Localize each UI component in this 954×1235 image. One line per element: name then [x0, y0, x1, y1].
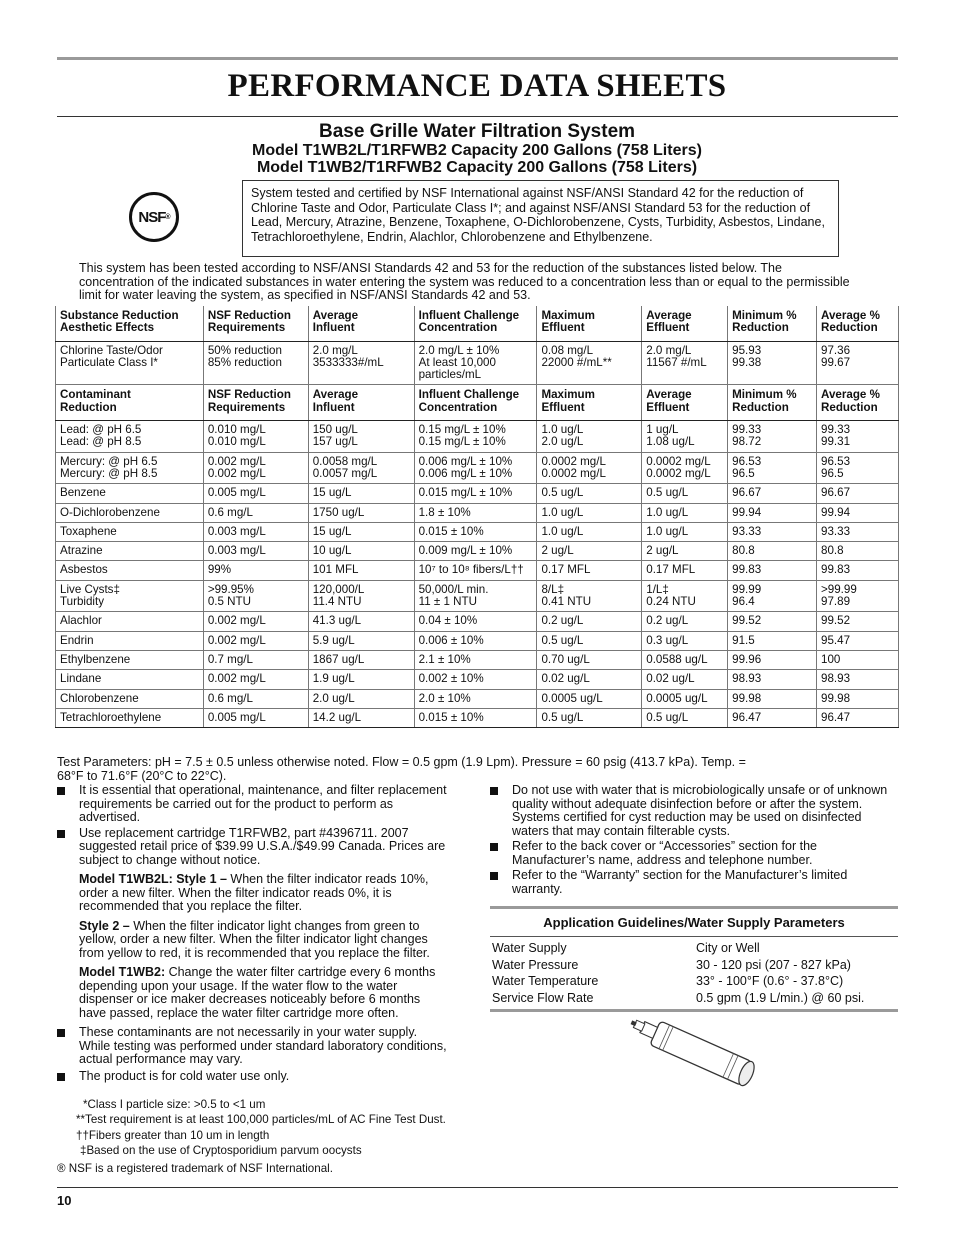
bullet-text: It is essential that operational, maintenance, and filter replacement requirements be carried out for the product to perform as advertised.	[79, 783, 447, 824]
table-cell: 99.98	[728, 689, 817, 708]
table-cell: 0.003 mg/L	[203, 522, 308, 541]
bullet-square-icon	[57, 1073, 65, 1081]
table-cell: 80.8	[728, 542, 817, 561]
table-cell: 93.33	[817, 522, 899, 541]
table-cell: Substance Reduction Aesthetic Effects	[56, 306, 204, 341]
table-cell: Atrazine	[56, 542, 204, 561]
table-cell: Benzene	[56, 484, 204, 503]
footnote-trademark: ® NSF is a registered trademark of NSF International.	[57, 1162, 333, 1175]
param-name: Service Flow Rate	[492, 990, 594, 1005]
list-item	[490, 784, 898, 838]
list-item	[57, 1026, 447, 1067]
table-row	[56, 503, 899, 522]
table-cell: 0.5 ug/L	[642, 484, 728, 503]
table-cell: 15 ug/L	[308, 522, 414, 541]
table-row	[56, 561, 899, 580]
app-guidelines-title: Application Guidelines/Water Supply Parameters	[490, 909, 898, 937]
table-cell: Lead: @ pH 6.5 Lead: @ pH 8.5	[56, 421, 204, 453]
table-row	[56, 650, 899, 669]
table-cell: 100	[817, 650, 899, 669]
table-cell: 0.0002 mg/L 0.0002 mg/L	[642, 452, 728, 484]
param-value: City or Well	[696, 941, 760, 956]
table-cell: Chlorobenzene	[56, 689, 204, 708]
table-cell: 0.02 ug/L	[642, 670, 728, 689]
bullet-square-icon	[57, 1029, 65, 1037]
bullet-square-icon	[57, 830, 65, 838]
table-cell: 101 MFL	[308, 561, 414, 580]
table-cell: 0.005 mg/L	[203, 484, 308, 503]
table-cell: 150 ug/L 157 ug/L	[308, 421, 414, 453]
water-filter-cartridge-icon	[620, 1010, 780, 1100]
table-cell: Asbestos	[56, 561, 204, 580]
nsf-logo-text: NSF	[138, 208, 166, 226]
table-cell: 1.0 ug/L	[537, 522, 642, 541]
right-column	[490, 784, 898, 898]
table-cell: 50,000/L min. 11 ± 1 NTU	[414, 580, 537, 612]
table-cell: 80.8	[817, 542, 899, 561]
list-item	[57, 1070, 447, 1084]
table-cell: 96.53 96.5	[728, 452, 817, 484]
certification-box: System tested and certified by NSF International against NSF/ANSI Standard 42 for the reduction of Chlorine Taste and Odor, Particulate Class I*; and against NSF/ANSI Standard 53 for the reduction of Lead, Mercury, Atrazine, Benzene, Toxaphene, O-Dichlorobenzene, Cysts, Turbidity, Asbestos, Lindane, Tetrachloroethylene, Endrin, Alachlor, Chlorobenzene and Ethylbenzene.	[242, 180, 839, 257]
table-cell: 0.015 ± 10%	[414, 708, 537, 727]
table-cell: Toxaphene	[56, 522, 204, 541]
table-cell: Average Effluent	[642, 306, 728, 341]
footnote-cryptosporidium: ‡Based on the use of Cryptosporidium parvum oocysts	[80, 1144, 362, 1157]
bullet-text: Use replacement cartridge T1RFWB2, part #4396711. 2007 suggested retail price of $39.99 U.S.A./$49.99 Canada. Prices are subject to change without notice.	[79, 825, 446, 867]
footnote-test-requirement: **Test requirement is at least 100,000 particles/mL of AC Fine Test Dust.	[76, 1113, 446, 1126]
table-cell: 0.0005 ug/L	[642, 689, 728, 708]
table-cell: 0.02 ug/L	[537, 670, 642, 689]
table-cell: 0.006 ± 10%	[414, 631, 537, 650]
table-cell: Alachlor	[56, 612, 204, 631]
table-cell: 41.3 ug/L	[308, 612, 414, 631]
table-cell: 0.5 ug/L	[537, 708, 642, 727]
table-cell: 0.17 MFL	[642, 561, 728, 580]
table-cell: 1 ug/L 1.08 ug/L	[642, 421, 728, 453]
table-cell: 99.94	[728, 503, 817, 522]
table-cell: Average Influent	[308, 306, 414, 341]
bullet-text: Do not use with water that is microbiologically unsafe or of unknown quality without adequate disinfection before or after the system. Systems certified for cyst reduction may be used on disinfected waters that may contain filterable cysts.	[512, 783, 888, 838]
table-cell: >99.99 97.89	[817, 580, 899, 612]
intro-paragraph: This system has been tested according to NSF/ANSI Standards 42 and 53 for the reduction of the substances listed below. The concentration of the indicated substances in water entering the system was reduced to a concentration less than or equal to the permissible limit for water leaving the system, as specified in NSF/ANSI Standards 42 and 53.	[79, 261, 850, 302]
table-row	[56, 689, 899, 708]
table-row	[56, 452, 899, 484]
table-cell: 97.36 99.67	[817, 341, 899, 385]
table-cell: Ethylbenzene	[56, 650, 204, 669]
style2-paragraph	[57, 920, 447, 961]
list-item	[57, 784, 447, 825]
table-cell: 0.015 mg/L ± 10%	[414, 484, 537, 503]
style1-label: Model T1WB2L: Style 1 –	[79, 872, 227, 886]
table-row	[56, 612, 899, 631]
model-line-2: Model T1WB2/T1RFWB2 Capacity 200 Gallons (758 Liters)	[256, 159, 698, 176]
param-value: 30 - 120 psi (207 - 827 kPa)	[696, 957, 851, 972]
bullet-text: Refer to the back cover or “Accessories” section for the Manufacturer’s name, address and telephone number.	[512, 839, 817, 867]
table-cell: 96.47	[817, 708, 899, 727]
table-cell: 1.0 ug/L	[642, 522, 728, 541]
table-cell: 10 ug/L	[308, 542, 414, 561]
bullet-text: The product is for cold water use only.	[79, 1068, 290, 1083]
table-cell: 0.010 mg/L 0.010 mg/L	[203, 421, 308, 453]
table-cell: 2.0 mg/L 11567 #/mL	[642, 341, 728, 385]
table-cell: NSF Reduction Requirements	[203, 306, 308, 341]
table-cell: Influent Challenge Concentration	[414, 306, 537, 341]
footnote-fibers: ††Fibers greater than 10 um in length	[76, 1129, 270, 1142]
table-cell: Maximum Effluent	[537, 306, 642, 341]
table-cell: 1.8 ± 10%	[414, 503, 537, 522]
table-cell: 0.003 mg/L	[203, 542, 308, 561]
page-number: 10	[57, 1193, 72, 1208]
table-cell: 0.15 mg/L ± 10% 0.15 mg/L ± 10%	[414, 421, 537, 453]
table-cell: 120,000/L 11.4 NTU	[308, 580, 414, 612]
table-row	[56, 421, 899, 453]
table-cell: >99.95% 0.5 NTU	[203, 580, 308, 612]
table-cell: Minimum % Reduction	[728, 385, 817, 421]
footnote-class-size: *Class I particle size: >0.5 to <1 um	[83, 1098, 266, 1111]
table-cell: Chlorine Taste/Odor Particulate Class I*	[56, 341, 204, 385]
table-cell: 98.93	[728, 670, 817, 689]
table-row	[56, 631, 899, 650]
table-cell: 99.94	[817, 503, 899, 522]
table-cell: Lindane	[56, 670, 204, 689]
left-column	[57, 784, 447, 1085]
table-cell: 98.93	[817, 670, 899, 689]
bullet-text: Refer to the “Warranty” section for the Manufacturer’s limited warranty.	[512, 868, 848, 896]
bullet-square-icon	[490, 872, 498, 880]
table-cell: 1.9 ug/L	[308, 670, 414, 689]
table-cell: 2.0 ± 10%	[414, 689, 537, 708]
table-cell: 99.52	[817, 612, 899, 631]
table-cell: 0.5 ug/L	[642, 708, 728, 727]
table-cell: Live Cysts‡ Turbidity	[56, 580, 204, 612]
list-item	[57, 827, 447, 868]
list-item	[490, 840, 898, 867]
table-row	[56, 484, 899, 503]
table-cell: 10⁷ to 10⁸ fibers/L††	[414, 561, 537, 580]
table-cell: Average % Reduction	[817, 385, 899, 421]
table-cell: 99.33 98.72	[728, 421, 817, 453]
table-cell: Endrin	[56, 631, 204, 650]
table-cell: 1.0 ug/L 2.0 ug/L	[537, 421, 642, 453]
style2-text: When the filter indicator light changes from green to yellow, order a new filter. When the filter indicator light changes from yellow to red, it is recommended that you replace the filter.	[79, 918, 430, 960]
style2-label: Style 2 –	[79, 918, 130, 933]
bullet-square-icon	[57, 787, 65, 795]
param-name: Water Supply	[492, 941, 567, 956]
table-cell: 2 ug/L	[642, 542, 728, 561]
param-value: 33° - 100°F (0.6° - 37.8°C)	[696, 974, 844, 989]
table-cell: 99%	[203, 561, 308, 580]
title-rule	[57, 116, 898, 117]
table-cell: 0.0058 mg/L 0.0057 mg/L	[308, 452, 414, 484]
table-row	[56, 522, 899, 541]
nsf-logo-icon: NSF ®	[129, 192, 179, 242]
table-cell: 0.002 ± 10%	[414, 670, 537, 689]
model-label: Model T1WB2:	[79, 965, 166, 979]
table-cell: 0.5 ug/L	[537, 484, 642, 503]
table-row	[56, 670, 899, 689]
bullet-square-icon	[490, 843, 498, 851]
table-cell: 99.99 96.4	[728, 580, 817, 612]
model-line-1: Model T1WB2L/T1RFWB2 Capacity 200 Gallons (758 Liters)	[252, 142, 702, 159]
table-cell: 0.0002 mg/L 0.0002 mg/L	[537, 452, 642, 484]
table-cell: 0.002 mg/L 0.002 mg/L	[203, 452, 308, 484]
table-row	[490, 973, 898, 990]
table-cell: 99.52	[728, 612, 817, 631]
model-text: Change the water filter cartridge every 6 months depending upon your usage. If the water flow to the water dispenser or ice maker decreases noticeably before 6 months have passed, replace the water filter cartridge more often.	[79, 965, 436, 1020]
param-value: 0.5 gpm (1.9 L/min.) @ 60 psi.	[696, 990, 865, 1005]
table-cell: 2.1 ± 10%	[414, 650, 537, 669]
table-cell: 2.0 ug/L	[308, 689, 414, 708]
test-parameters: Test Parameters: pH = 7.5 ± 0.5 unless otherwise noted. Flow = 0.5 gpm (1.9 Lpm). Pressure = 60 psig (413.7 kPa). Temp. = 68°F to 71.6°F (20°C to 22°C).	[57, 755, 746, 783]
table-cell: Contaminant Reduction	[56, 385, 204, 421]
table-cell: 99.83	[728, 561, 817, 580]
table-cell: 0.0588 ug/L	[642, 650, 728, 669]
table-cell: 2.0 mg/L ± 10% At least 10,000 particles/mL	[414, 341, 537, 385]
table-cell: 0.2 ug/L	[642, 612, 728, 631]
bullet-square-icon	[490, 787, 498, 795]
table-header-row	[56, 306, 899, 341]
table-cell: 95.93 99.38	[728, 341, 817, 385]
table-cell: 0.002 mg/L	[203, 612, 308, 631]
table-cell: 96.53 96.5	[817, 452, 899, 484]
table-cell: 50% reduction 85% reduction	[203, 341, 308, 385]
table-cell: Tetrachloroethylene	[56, 708, 204, 727]
list-item	[490, 869, 898, 896]
table-cell: 2.0 mg/L 3533333#/mL	[308, 341, 414, 385]
table-cell: 0.005 mg/L	[203, 708, 308, 727]
table-cell: 14.2 ug/L	[308, 708, 414, 727]
table-cell: 0.002 mg/L	[203, 670, 308, 689]
table-row	[490, 940, 898, 957]
table-cell: Minimum % Reduction	[728, 306, 817, 341]
system-heading: Base Grille Water Filtration System	[318, 121, 636, 142]
table-cell: 0.7 mg/L	[203, 650, 308, 669]
table-cell: 99.83	[817, 561, 899, 580]
table-cell: 0.5 ug/L	[537, 631, 642, 650]
table-cell: O-Dichlorobenzene	[56, 503, 204, 522]
table-cell: Average Influent	[308, 385, 414, 421]
table-cell: 0.08 mg/L 22000 #/mL**	[537, 341, 642, 385]
table-cell: 0.04 ± 10%	[414, 612, 537, 631]
table-cell: 0.2 ug/L	[537, 612, 642, 631]
table-row	[56, 341, 899, 385]
table-cell: 2 ug/L	[537, 542, 642, 561]
table-header-row	[56, 385, 899, 421]
table-cell: 91.5	[728, 631, 817, 650]
table-cell: 99.98	[817, 689, 899, 708]
table-cell: 0.17 MFL	[537, 561, 642, 580]
table-cell: 0.009 mg/L ± 10%	[414, 542, 537, 561]
application-guidelines-table	[490, 906, 898, 1012]
table-row	[56, 580, 899, 612]
table-cell: 0.6 mg/L	[203, 689, 308, 708]
table-cell: 0.015 ± 10%	[414, 522, 537, 541]
performance-table	[55, 306, 899, 728]
table-cell: 5.9 ug/L	[308, 631, 414, 650]
page-title: PERFORMANCE DATA SHEETS	[227, 68, 727, 104]
bottom-rule	[57, 1187, 898, 1188]
table-cell: 99.33 99.31	[817, 421, 899, 453]
table-row	[56, 542, 899, 561]
table-cell: 0.0005 ug/L	[537, 689, 642, 708]
table-cell: 1.0 ug/L	[537, 503, 642, 522]
table-cell: 15 ug/L	[308, 484, 414, 503]
table-cell: Mercury: @ pH 6.5 Mercury: @ pH 8.5	[56, 452, 204, 484]
table-cell: 0.70 ug/L	[537, 650, 642, 669]
top-rule	[57, 57, 898, 60]
table-cell: Maximum Effluent	[537, 385, 642, 421]
table-cell: 1750 ug/L	[308, 503, 414, 522]
bullet-text: These contaminants are not necessarily in your water supply. While testing was performed under standard laboratory conditions, actual performance may vary.	[79, 1025, 447, 1066]
table-cell: 1867 ug/L	[308, 650, 414, 669]
table-cell: 1/L‡ 0.24 NTU	[642, 580, 728, 612]
table-cell: Average Effluent	[642, 385, 728, 421]
table-cell: Average % Reduction	[817, 306, 899, 341]
table-row	[490, 990, 898, 1007]
table-cell: 95.47	[817, 631, 899, 650]
table-cell: 1.0 ug/L	[642, 503, 728, 522]
table-cell: 8/L‡ 0.41 NTU	[537, 580, 642, 612]
param-name: Water Pressure	[492, 957, 579, 972]
table-row	[490, 957, 898, 974]
table-cell: 0.006 mg/L ± 10% 0.006 mg/L ± 10%	[414, 452, 537, 484]
param-name: Water Temperature	[492, 974, 599, 989]
table-cell: 96.67	[817, 484, 899, 503]
model-t1wb2-paragraph	[57, 966, 447, 1020]
style1-text: When the filter indicator reads 10%, order a new filter. When the filter indicator reads 0%, it is recommended that you replace the filter.	[79, 872, 429, 913]
table-cell: 96.67	[728, 484, 817, 503]
table-cell: 96.47	[728, 708, 817, 727]
table-cell: 93.33	[728, 522, 817, 541]
table-cell: 0.3 ug/L	[642, 631, 728, 650]
table-cell: 0.002 mg/L	[203, 631, 308, 650]
table-cell: 0.6 mg/L	[203, 503, 308, 522]
table-cell: Influent Challenge Concentration	[414, 385, 537, 421]
style1-paragraph	[57, 873, 447, 914]
table-cell: NSF Reduction Requirements	[203, 385, 308, 421]
table-cell: 99.96	[728, 650, 817, 669]
table-row	[56, 708, 899, 727]
